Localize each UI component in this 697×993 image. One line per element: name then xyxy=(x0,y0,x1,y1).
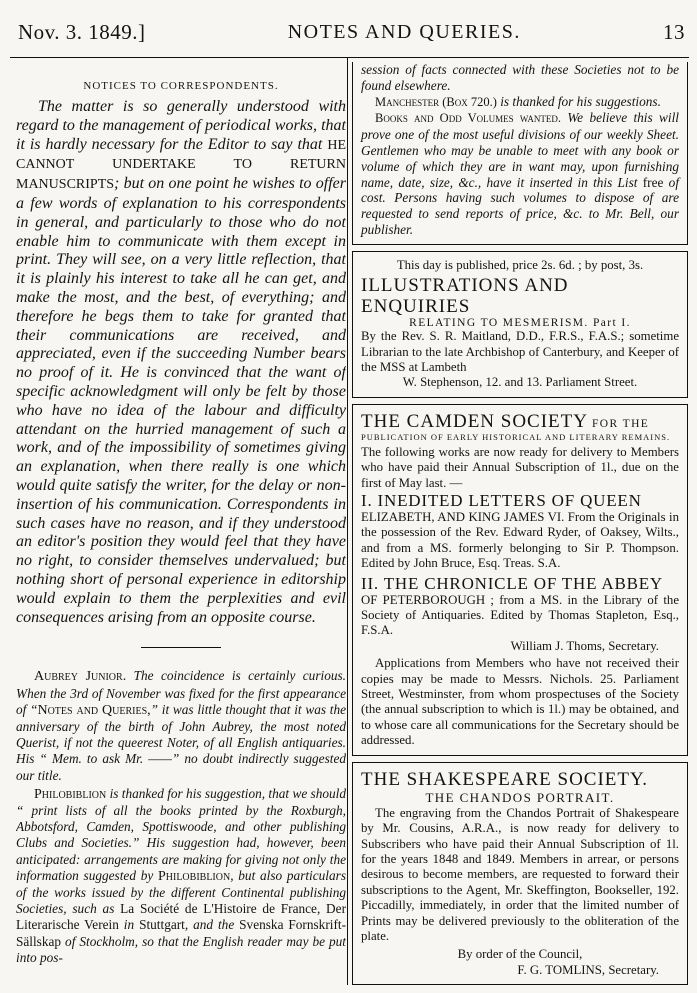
philobiblion-paragraph: Philobiblion is thanked for his suggestion, that we should “ print lists of all the books printed by the Roxburgh, Abbotsford, Camden, Spottiswoode, and other publishing Clubs and Societies.” His suggestion had, however, been anticipated: arrangements are making for giving not only the information suggested by Philobiblion, but also particulars of the works issued by the different Continental publishing Societies, such as La Société de L'Histoire de France, Der Literarische Verein in Stuttgart, and the Svenska Fornskrift-Sällskap of Stockholm, so that the English reader may be put into pos- xyxy=(16,785,346,965)
advert-title: ILLUSTRATIONS AND ENQUIRIES xyxy=(361,275,569,318)
issue-date: Nov. 3. 1849.] xyxy=(18,19,146,44)
page-header xyxy=(18,12,685,52)
order-line: By order of the Council, xyxy=(457,947,583,962)
advert-title: THE SHAKESPEARE SOCIETY. xyxy=(361,768,649,790)
applications-text: Applications from Members who have not received their copies may be made to Messrs. Nichols. 25. Parliament Street, Westminster, from whom prospectuses of the Society (the annual subscription to which is 1l.) may be obtained, and to whose care all communications for the Secretary should be addressed. xyxy=(361,656,679,748)
advert-intro: The following works are now ready for delivery to Members who have paid their Annual Subscription of 1l., due on the first of May last. — xyxy=(361,444,679,490)
signature: F. G. TOMLINS, Secretary. xyxy=(517,962,659,977)
advert-title: THE CAMDEN SOCIETY FOR THE xyxy=(361,410,650,432)
price-line: This day is published, price 2s. 6d. ; by post, 3s. xyxy=(396,257,644,272)
header-rule xyxy=(10,57,689,58)
advert-subtitle: THE CHANDOS PORTRAIT. xyxy=(425,789,615,805)
page-number: 13 xyxy=(662,19,685,44)
editor-notice-paragraph: The matter is so generally understood with regard to the management of periodical works, that it is hardly necessary for the Editor to say that HE CANNOT UNDERTAKE TO RETURN MANUSCRIPTS; but on one point he wishes to offer a few words of explanation to his correspondents in general, and particularly to those who do not enable him to communicate with them except in print. They will see, on a very little reflection, that it is plainly his interest to take all he can get, and make the most, and the best, of everything; and therefore he begs them to take for granted that their communications are received, and appreciated, even if the succeeding Number bears no proof of it. He is convinced that the want of specific acknowledgment will only be felt by those who have no idea of the labour and difficulty attendant on the hurried management of such a work, and of the impossibility of sometimes giving an explanation, when there really is one which would quite satisfy the writer, for the delay or non-insertion of his communication. Correspondents in such cases have no reason, and if they understood an editor's position they would feel that they have no right, to consider themselves undervalued; but nothing short of personal experience in editorship would explain to them the perplexities and evil consequences arising from an opposite course. xyxy=(16,98,346,626)
advert-subtitle: PUBLICATION OF EARLY HISTORICAL AND LITERARY REMAINS. xyxy=(361,431,671,442)
publication-title: NOTES AND QUERIES. xyxy=(287,20,521,43)
advert-subtitle: RELATING TO MESMERISM. Part I. xyxy=(409,317,631,330)
aubrey-junior-paragraph: Aubrey Junior. The coincidence is certainly curious. When the 3rd of November was fixed for the first appearance of “Notes and Queries,” it was little thought that it was the anniversary of the birth of John Aubrey, the most noted Querist, if not the queerest Noter, of all English antiquaries. His “ Mem. to ask Mr. ——” no doubt indirectly suggested our title. xyxy=(16,668,346,783)
item-body: ELIZABETH, AND KING JAMES VI. From the Originals in the possession of the Rev. Edward Ryder, of Oaksey, Wilts., and from a MS. formerly belonging to Sir P. Thompson. Edited by John Bruce, Esq. Treas. S.A. xyxy=(361,510,679,571)
notices-heading: NOTICES TO CORRESPONDENTS. xyxy=(83,80,279,92)
continuation-text: session of facts connected with these Societies not to be found elsewhere. xyxy=(361,62,679,93)
advert-publisher: W. Stephenson, 12. and 13. Parliament Street. xyxy=(402,375,638,390)
item-heading: I. INEDITED LETTERS OF QUEEN xyxy=(361,491,642,511)
notices-continuation-box xyxy=(352,62,688,245)
item-body: OF PETERBOROUGH ; from a MS. in the Library of the Society of Antiquaries. Edited by Thomas Stapleton, Esq., F.S.A. xyxy=(361,592,679,638)
right-column xyxy=(352,62,688,985)
advert-shakespeare-society xyxy=(352,762,688,985)
manchester-note: Manchester (Box 720.) is thanked for his suggestions. xyxy=(375,93,661,109)
signature: William J. Thoms, Secretary. xyxy=(510,638,659,653)
advert-mesmerism xyxy=(352,251,688,398)
section-divider xyxy=(141,647,221,648)
item-heading: II. THE CHRONICLE OF THE ABBEY xyxy=(361,573,663,593)
column-divider xyxy=(347,58,348,985)
advert-body: By the Rev. S. R. Maitland, D.D., F.R.S., F.A.S.; sometime Librarian to the late Archbishop of Canterbury, and Keeper of the MSS at Lambeth xyxy=(361,329,679,374)
left-column xyxy=(16,62,346,985)
advert-body: The engraving from the Chandos Portrait of Shakespeare by Mr. Cousins, A.R.A., is now ready for delivery to Subscribers who have paid their Annual Subscription of 1l. for the years 1848 and 1849. Members in arrear, or persons desirous to become members, are requested to forward their subscriptions to the Agent, Mr. Skeffington, Bookseller, 192. Piccadilly, immediately, in order that the limited number of Prints may be delivered previously to the obliteration of the plate. xyxy=(361,805,679,943)
caps-phrase: HE CANNOT UNDERTAKE TO RETURN MANUSCRIPTS xyxy=(16,137,346,193)
advert-camden-society xyxy=(352,404,688,756)
books-wanted-note: Books and Odd Volumes wanted. We believe this will prove one of the most useful divisions of our weekly Sheet. Gentlemen who may be unable to meet with any book or volume of which they are in want may, upon furnishing name, date, size, &c., have it inserted in this List free of cost. Persons having such volumes to dispose of are requested to send reports of price, &c. to Mr. Bell, our publisher. xyxy=(361,110,680,237)
